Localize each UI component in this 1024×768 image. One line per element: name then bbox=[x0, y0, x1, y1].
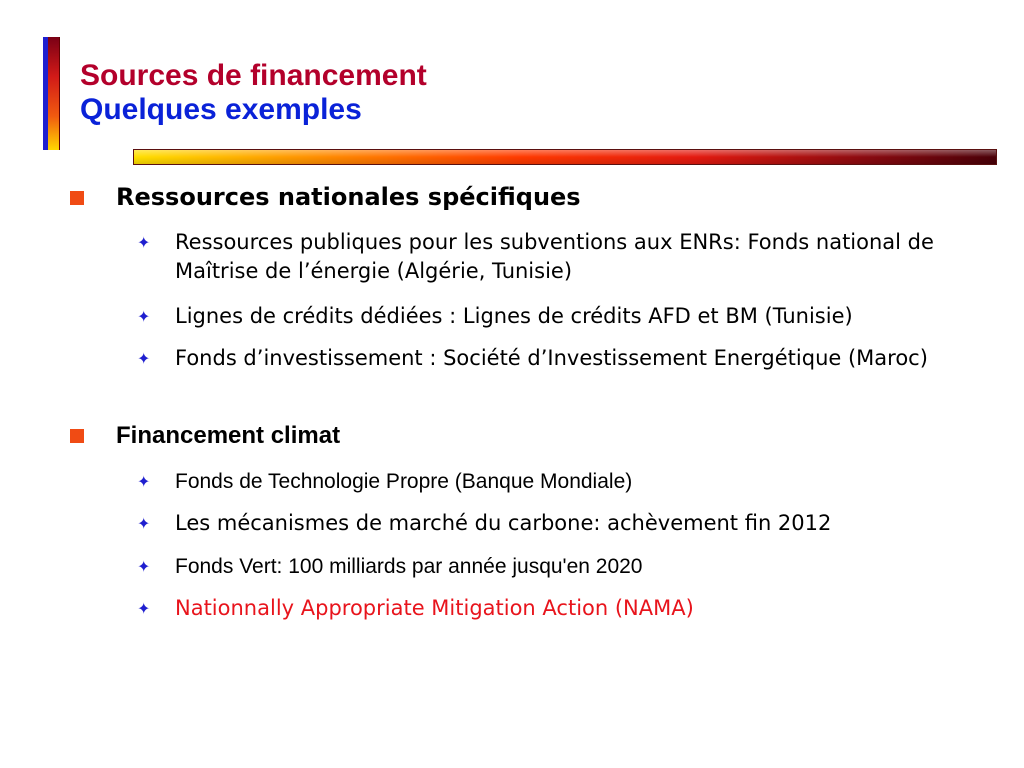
four-point-star-icon: ✦ bbox=[137, 472, 151, 491]
list-item: Lignes de crédits dédiées : Lignes de crédits AFD et BM (Tunisie) bbox=[175, 304, 853, 328]
four-point-star-icon: ✦ bbox=[137, 233, 151, 252]
square-bullet-icon bbox=[70, 429, 84, 443]
list-item-highlight: Nationnally Appropriate Mitigation Action (NAMA) bbox=[175, 596, 694, 620]
list-item: Fonds Vert: 100 milliards par année jusqu'en 2020 bbox=[175, 555, 643, 578]
list-item: Fonds de Technologie Propre (Banque Mondiale) bbox=[175, 470, 633, 493]
four-point-star-icon: ✦ bbox=[137, 349, 151, 368]
list-item: Fonds d’investissement : Société d’Investissement Energétique (Maroc) bbox=[175, 346, 928, 370]
square-bullet-icon bbox=[70, 191, 84, 205]
section-heading: Ressources nationales spécifiques bbox=[116, 183, 581, 211]
slide-title: Sources de financement bbox=[80, 59, 427, 92]
four-point-star-icon: ✦ bbox=[137, 599, 151, 618]
four-point-star-icon: ✦ bbox=[137, 307, 151, 326]
list-item: Les mécanismes de marché du carbone: achèvement fin 2012 bbox=[175, 511, 832, 535]
slide-subtitle: Quelques exemples bbox=[80, 93, 362, 126]
four-point-star-icon: ✦ bbox=[137, 557, 151, 576]
section-heading: Financement climat bbox=[116, 422, 341, 449]
list-item: Ressources publiques pour les subventions aux ENRs: Fonds national de Maîtrise de l’énergie (Algérie, Tunisie) bbox=[175, 230, 934, 283]
four-point-star-icon: ✦ bbox=[137, 514, 151, 533]
